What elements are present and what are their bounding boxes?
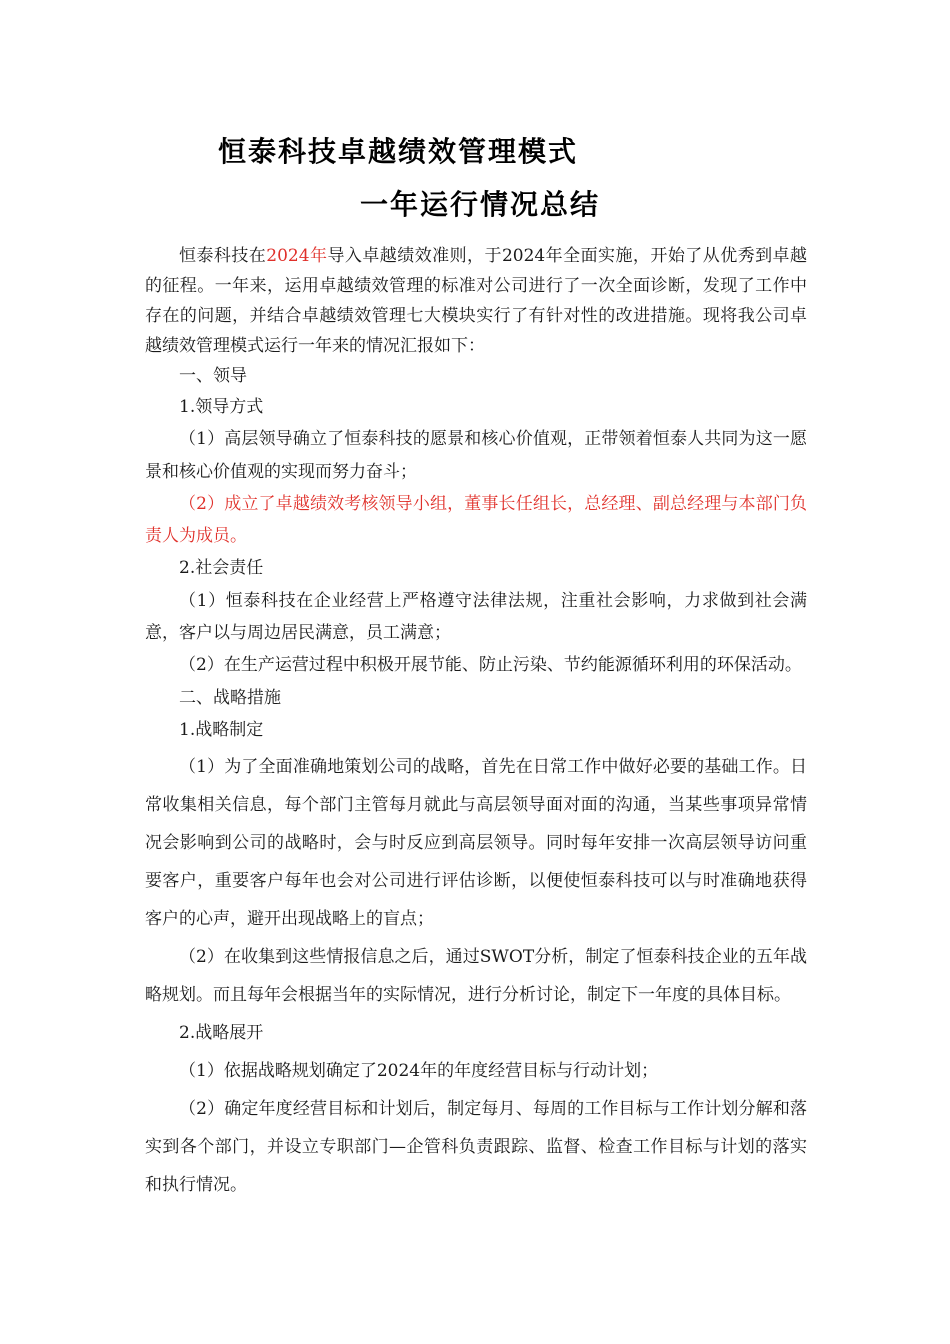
section2-sub2-heading: 2.战略展开 bbox=[179, 1023, 264, 1044]
document-title-line2: 一年运行情况总结 bbox=[360, 188, 601, 221]
section1-sub2-item1: （1）恒泰科技在企业经营上严格遵守法律法规，注重社会影响，力求做到社会满意，客户以与周边居民满意，员工满意； bbox=[145, 590, 807, 644]
section2-sub1-item1: （1）为了全面准确地策划公司的战略，首先在日常工作中做好必要的基础工作。日常收集相关信息，每个部门主管每月就此与高层领导面对面的沟通，当某些事项异常情况会影响到公司的战略时，会与时反应到高层领导。同时每年安排一次高层领导访问重要客户，重要客户每年也会对公司进行评估诊断，以便使恒泰科技可以与时准确地获得客户的心声，避开出现战略上的盲点； bbox=[145, 757, 807, 930]
section1-sub2-heading: 2.社会责任 bbox=[179, 558, 264, 579]
intro-text-a: 恒泰科技在 bbox=[179, 246, 267, 266]
intro-year-highlight: 2024年 bbox=[266, 246, 328, 266]
section2-heading: 二、战略措施 bbox=[179, 687, 281, 708]
section1-sub1-heading: 1.领导方式 bbox=[179, 397, 264, 417]
section1-sub1-item2: （2）成立了卓越绩效考核领导小组，董事长任组长，总经理、副总经理与本部门负责人为成员。 bbox=[145, 493, 807, 547]
section2-sub2-item2: （2）确定年度经营目标和计划后，制定每月、每周的工作目标与工作计划分解和落实到各个部门，并设立专职部门—企管科负责跟踪、监督、检查工作目标与计划的落实和执行情况。 bbox=[145, 1099, 807, 1196]
document-title-line1: 恒泰科技卓越绩效管理模式 bbox=[218, 135, 579, 168]
section1-sub2-item2: （2）在生产运营过程中积极开展节能、防止污染、节约能源循环利用的环保活动。 bbox=[179, 655, 802, 676]
section2-sub1-item2: （2）在收集到这些情报信息之后，通过SWOT分析，制定了恒泰科技企业的五年战略规划。而且每年会根据当年的实际情况，进行分析讨论，制定下一年度的具体目标。 bbox=[145, 947, 807, 1006]
section2-sub2-item1: （1）依据战略规划确定了2024年的年度经营目标与行动计划； bbox=[179, 1061, 659, 1082]
section1-heading: 一、领导 bbox=[179, 366, 247, 386]
section1-sub1-item1: （1）高层领导确立了恒泰科技的愿景和核心价值观，正带领着恒泰人共同为这一愿景和核心价值观的实现而努力奋斗； bbox=[145, 429, 807, 482]
intro-paragraph bbox=[145, 241, 807, 361]
section2-sub1-heading: 1.战略制定 bbox=[179, 719, 264, 740]
document-body bbox=[145, 241, 807, 1204]
intro-text-b: 导入卓越绩效准则，于2024年全面实施，开始了从优秀到卓越的征程。一年来，运用卓越绩效管理的标准对公司进行了一次全面诊断，发现了工作中存在的问题，并结合卓越绩效管理七大模块实行了有针对性的改进措施。现将我公司卓越绩效管理模式运行一年来的情况汇报如下： bbox=[145, 246, 808, 356]
